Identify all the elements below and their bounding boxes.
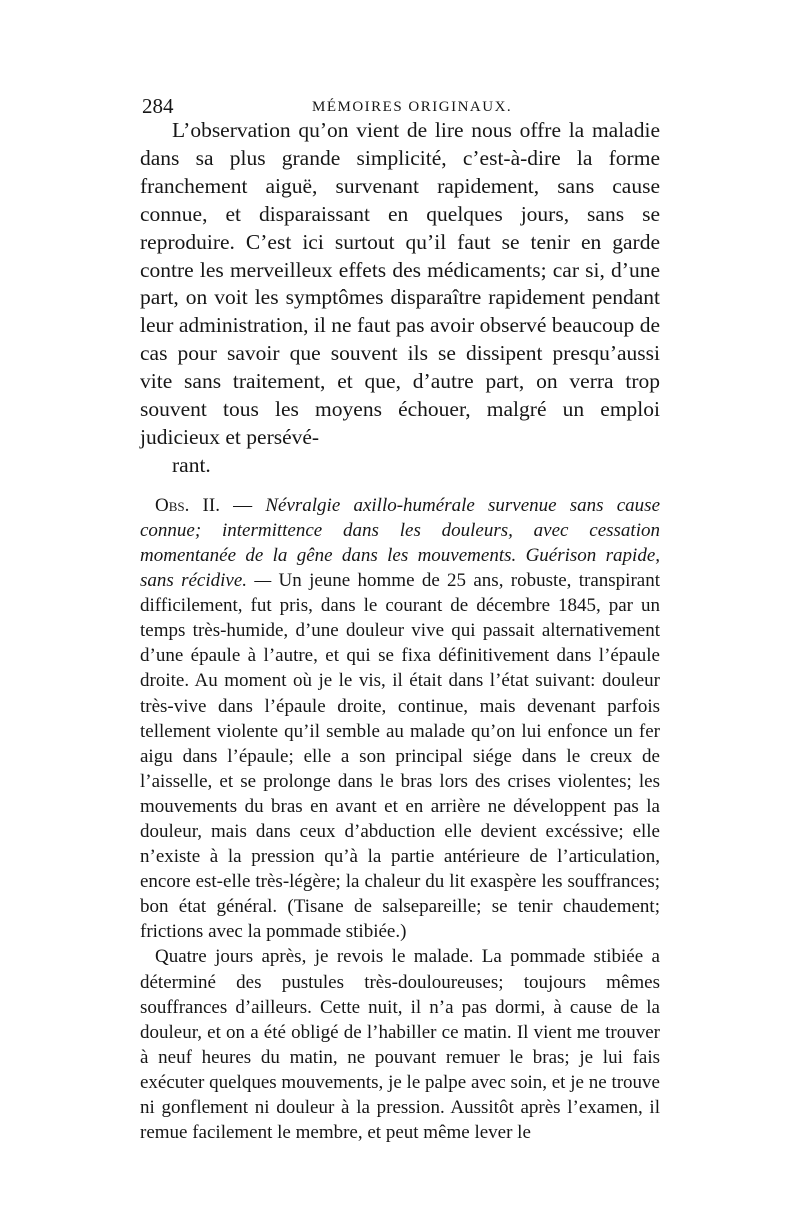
paragraph-observation-2 [140, 493, 660, 945]
paragraph-discussion-text: L’observation qu’on vient de lire nous offre la maladie dans sa plus grande simplicité, c’est-à-dire la forme franchement aiguë, survenant rapidement, sans cause connue, et disparaissant en quelques jours, sans se reproduire. C’est ici surtout qu’il faut se tenir en garde contre les merveilleux effets des médicaments; car si, d’une part, on voit les symptômes disparaître rapidement pendant leur administration, il ne faut pas avoir observé beaucoup de cas pour savoir que souvent ils se dissipent presqu’aussi vite sans traitement, et que, d’autre part, on verra trop souvent tous les moyens échouer, malgré un emploi judicieux et persévé- [140, 118, 660, 449]
running-title: MÉMOIRES ORIGINAUX. [312, 99, 513, 115]
paragraph-follow-up: Quatre jours après, je revois le malade. La pommade stibiée a déterminé des pustules très-douloureuses; toujours mêmes souffrances d’ailleurs. Cette nuit, il n’a pas dormi, à cause de la douleur, et on a été obligé de l’habiller ce matin. Il vient me trouver à neuf heures du matin, ne pouvant remuer le bras; je lui fais exécuter quelques mouvements, je le palpe avec soin, et je ne trouve ni gonflement ni douleur à la pression. Aussitôt après l’examen, il remue facilement le membre, et peut même lever le [140, 946, 660, 1144]
page-number: 284 [142, 94, 174, 118]
observation-text: Un jeune homme de 25 ans, robuste, transpirant difficilement, fut pris, dans le courant de décembre 1845, par un temps très-humide, d’une douleur vive qui passait alternativement d’une épaule à l’autre, et qui se fixa définitivement dans l’épaule droite. Au moment où je le vis, il était dans l’état suivant: douleur très-vive dans l’épaule droite, continue, mais devenant parfois tellement violente qu’il semble au malade qu’on lui enfonce un fer aigu dans l’épaule; elle a son principal siége dans le creux de l’aisselle, et se prolonge dans le bras lors des crises violentes; les mouvements du bras en avant et en arrière ne développent pas la douleur, mais dans ceux d’abduction elle devient excéssive; elle n’existe à la pression qu’à la partie antérieure de l’articulation, encore est-elle très-légère; la chaleur du lit exaspère les souffrances; bon état général. (Tisane de salsepareille; se tenir chaudement; frictions avec la pommade stibiée.) [140, 570, 660, 943]
paragraph-discussion-end: rant. [172, 452, 211, 477]
observation-title: Névralgie axillo-humérale survenue sans cause connue; intermittence dans les douleurs, avec cessation momentanée de la gêne dans les mouvements. Guérison rapide, sans récidive. — [140, 494, 661, 592]
observation-label: Obs. II. — [155, 494, 253, 516]
body-text [140, 117, 660, 1145]
page-header [142, 93, 662, 119]
paragraph-discussion [140, 117, 660, 480]
